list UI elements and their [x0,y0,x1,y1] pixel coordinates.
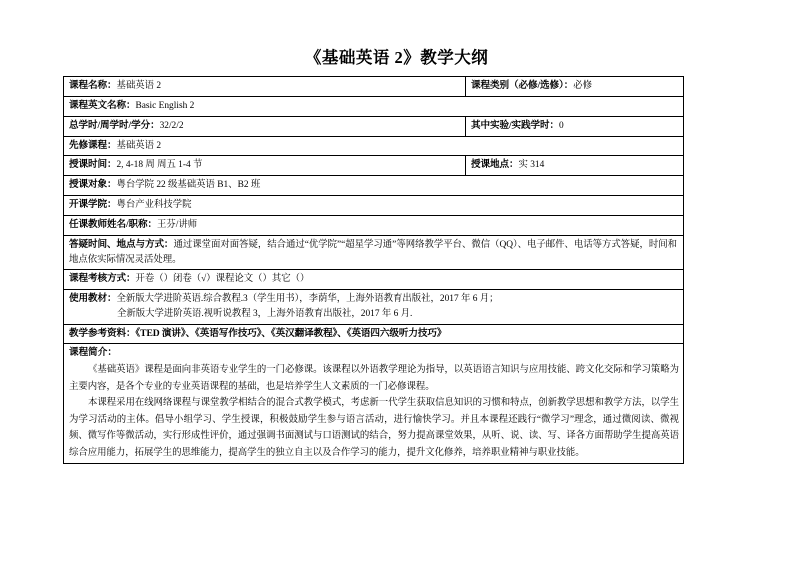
value-total-hours: 32/2/2 [159,120,184,131]
value-assessment-method: 开卷（）闭卷（√）课程论文（）其它（） [135,274,310,285]
value-class-location: 实 314 [518,160,545,171]
label-total-hours: 总学时/周学时/学分： [69,119,160,131]
cell-course-category [466,77,684,97]
label-class-location: 授课地点： [471,159,519,171]
cell-total-hours [64,116,466,136]
label-audience: 授课对象： [69,179,117,191]
cell-reference-materials [64,324,684,344]
cell-offering-college [64,196,684,216]
cell-course-english-name [64,96,684,116]
value-prerequisite: 基础英语 2 [116,140,162,151]
cell-assessment-method [64,270,684,290]
label-course-introduction: 课程简介： [69,347,117,359]
label-office-hours: 答疑时间、地点与方式： [69,238,174,250]
table-row [64,116,684,136]
course-introduction-paragraph-1: 《基础英语》课程是面向非英语专业学生的一门必修课。该课程以外语教学理论为指导，以英语语言知识与应用技能、跨文化交际和学习策略为主要内容，是各个专业的专业英语课程的基础，也是培养学生人文素质的一门必修课程。 [69,365,679,392]
label-course-category: 课程类别（必修/选修）： [471,80,574,91]
label-instructor: 任课教师姓名/职称： [69,219,158,231]
label-reference-materials: 教学参考资料： [69,327,136,339]
cell-course-name [64,77,466,97]
value-office-hours: 通过课堂面对面答疑，结合通过“优学院”“超星学习通”等网络教学平台、微信（QQ）、电子邮件、电话等方式答疑，时间和地点依实际情况灵活处理。 [69,239,678,265]
cell-audience [64,176,684,196]
table-row [64,216,684,236]
course-introduction-paragraph-2: 本课程采用在线网络课程与课堂教学相结合的混合式教学模式，考虑新一代学生获取信息知识的习惯和特点，创新教学思想和教学方法，以学生为学习活动的主体。倡导小组学习、学生授课，积极鼓励学生参与语言活动，进行愉快学习。并且本课程还践行“微学习”理念，通过微阅读、微视频、微写作等微活动，实行形成性评价，通过强调书面测试与口语测试的结合，努力提高课堂效果，从听、说、读、写、译各方面帮助学生提高英语综合应用能力，拓展学生的思维能力，提高学生的独立自主以及合作学习的能力，提升文化修养，培养职业精神与职业技能。 [69,398,679,458]
label-class-time: 授课时间： [69,159,117,171]
cell-instructor [64,216,684,236]
cell-prerequisite [64,136,684,156]
page-title: 《基础英语 2》教学大纲 [304,48,489,67]
table-row [64,156,684,176]
label-course-english-name: 课程英文名称： [69,99,136,111]
value-instructor: 王芬/讲师 [157,220,198,231]
value-course-english-name: Basic English 2 [135,100,195,111]
label-textbook: 使用教材： [69,293,117,305]
table-row [64,196,684,216]
table-row [64,290,684,324]
label-prerequisite: 先修课程： [69,139,117,151]
value-audience: 粤台学院 22 级基础英语 B1、B2 班 [116,180,261,191]
cell-office-hours [64,235,684,269]
table-row [64,270,684,290]
table-row [64,344,684,464]
cell-class-time [64,156,466,176]
table-row [64,77,684,97]
label-experiment-hours: 其中实验/实践学时： [471,119,560,131]
cell-textbook [64,290,684,324]
label-offering-college: 开课学院： [69,199,117,211]
value-textbook-line1: 全新版大学进阶英语.综合教程.3（学生用书），李荫华，上海外语教育出版社，2017 年 6 月； [116,294,499,305]
value-class-time: 2, 4-18 周 周五 1-4 节 [116,160,203,171]
value-course-name: 基础英语 2 [116,81,162,91]
table-row [64,136,684,156]
value-experiment-hours: 0 [559,120,564,131]
value-course-category: 必修 [573,81,592,91]
label-course-name: 课程名称： [69,80,117,91]
table-row [64,235,684,269]
cell-experiment-hours [466,116,684,136]
table-row [64,324,684,344]
course-syllabus-table [63,76,684,464]
value-textbook-line2: 全新版大学进阶英语.视听说教程 3，上海外语教育出版社，2017 年 6 月. [117,309,413,320]
label-assessment-method: 课程考核方式： [69,273,136,285]
cell-class-location [466,156,684,176]
cell-course-introduction [64,344,684,464]
value-reference-materials: 《TED 演讲》、《英语写作技巧》、《英汉翻译教程》、《英语四六级听力技巧》 [135,327,447,339]
value-offering-college: 粤台产业科技学院 [116,200,192,211]
table-row [64,96,684,116]
table-row [64,176,684,196]
